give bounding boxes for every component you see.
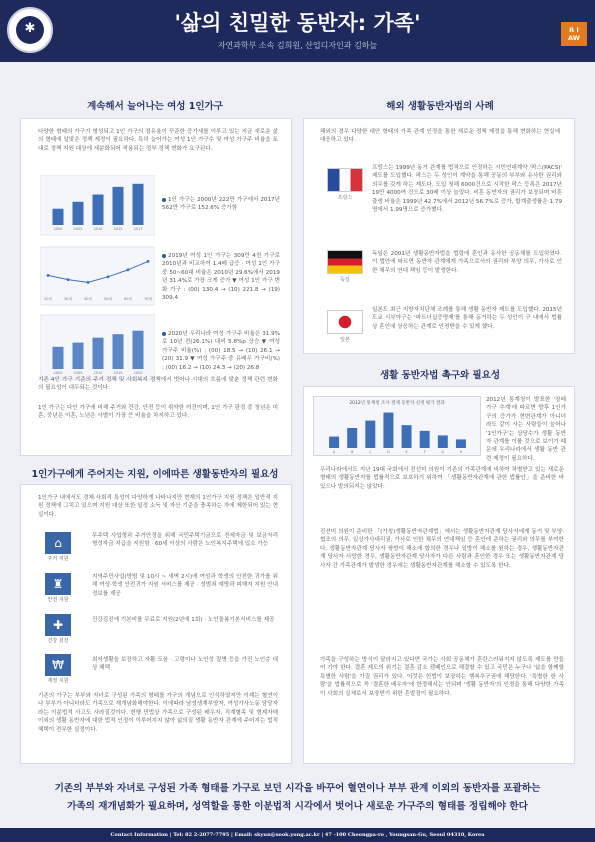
conclusion-line-1: 기존의 부부와 자녀로 구성된 가족 형태를 가구로 보던 시각을 바꾸어 혈연이나 부부 관계 이외의 동반자를 포괄하는: [54, 783, 541, 794]
section-intro-female-single: 다양한 형태의 가구가 형성되고 1인 가구의 점유율이 꾸준한 증가세를 이루고 있는 지금 새로운 삶의 형태에 알맞은 정책 제정이 필요하다. 특히 늘어가는 여성 1인 가구수 및 여성 가구주 비율을 토대로 정책 지원 대상에 세분화되어 적용되는 정부 정책 변화가 요구된다.: [38, 129, 278, 152]
germany-label: 독일: [340, 277, 350, 283]
contact-footer: Contact Information | Tel: 82 2-2077-7795 | Email: skyun@sook.yong.ac.kr | 47 -100 Cheongpa-ro , Youngsan-Gu, Seoul 04310, Korea: [0, 828, 595, 842]
paragraph-single-vulnerability: 1인 가구는 다인 가구에 비해 주거와 건강, 안전 등이 취약한 여건이며, 1인 가구 판정 중 청년은 미혼, 중년은 이혼, 노년은 사별이 가장 큰 비율을 차지하고 있다.: [38, 405, 278, 420]
chart1-bar-1: [73, 202, 84, 225]
chart4-bar-2: [365, 421, 375, 448]
chart4-tick-5: F: [423, 450, 426, 454]
germany-text: 독일은 2001년 생활동반자법을 법령에 혼인과 유사한 공동체를 도입하였다. 이 법안에 따르면 동반자 관계에게 가족으로서의 권리와 부양 의무, 가사로 인한 채무의 연대 책임 등이 발생한다.: [372, 251, 562, 274]
japan-flag-icon: [327, 310, 363, 334]
chart4-tick-7: H: [459, 450, 463, 454]
charts-female-single: [40, 175, 155, 385]
chart2-tick-1: 30대: [64, 297, 72, 301]
france-label: 프랑스: [337, 195, 353, 201]
chart2-tick-0: 20대: [44, 297, 52, 301]
health-checkup-label: 건강 검진: [47, 638, 69, 644]
chart2-point-0: [47, 274, 50, 277]
housing-support-text: 무주택 사업형과 주거안정을 위해 국민주택기금으로 전세자금 및 보금자리 형성자금 지급을 지원함 · 60세 이상의 사람은 노인복지주택에 입소 가능: [92, 533, 278, 548]
safety-support-icon: ♜: [45, 573, 71, 595]
chart4-bar-1: [347, 428, 357, 448]
chart1-bar-0: [53, 209, 64, 225]
chart2-tick-3: 50대: [104, 297, 112, 301]
bullet-female-head-ratio: 2020년 우리나라 여성 가구주 비율은 31.9%로 10년 전(26.1%) 대비 5.8%p 상승 ▼ 여성 가구주 비율(%) : (00) 18.5 → (10) 26.1 → (20) 31.9 ▼ 여성 가구주 중 유배우 가구비(%) : (00) 16.2 → (10) 24.3 → (20) 26.8: [162, 331, 280, 371]
housing-support-icon: ⌂: [45, 532, 71, 554]
chart2-tick-2: 40대: [84, 297, 92, 301]
chart2-frame: [40, 247, 155, 305]
chart3-tick-1: 2005: [73, 371, 83, 375]
chart4-tick-2: C: [369, 450, 372, 454]
chart1-tick-1: 2005: [73, 227, 83, 231]
chart4-title: 2012년 통계청 조사 결제 동반자 선정 평가 결과: [349, 401, 445, 406]
chart4-svg: [313, 396, 481, 456]
university-emblem-icon: ✱: [7, 7, 53, 53]
section-title-overseas: 해외 생활동반자법의 사례: [386, 101, 494, 112]
chart3-bar-1: [73, 343, 84, 369]
section-intro-overseas: 해외의 경우 다양한 대안 형태의 가족 관계 인정을 통한 새로운 정책 제정을 통해 변화하는 현실에 대응하고 있다.: [320, 129, 560, 144]
poster-title: '삶의 친밀한 동반자: 가족': [174, 11, 421, 35]
section-intro-support: 1인가구 내에서도 경제·사회적 특성이 다양하게 나타나지만 현재의 1인가구 지원 정책은 일반적 지원 정책에 그치고 있으며 지원 대상 또한 일정 소득 및 자산 기준을 충족하는 자에 제한되어 있는 현실이다.: [38, 495, 278, 518]
chart1-bar-2: [93, 195, 104, 225]
paragraph-policy-change: 기존 4인 가구 기준의 주거 정책 및 사회복지 정책에서 벗어나 시대의 흐름에 맞춘 정책 관련 변화의 필요성이 대두되는 것이다.: [38, 377, 278, 392]
chart2-point-1: [67, 278, 70, 281]
conclusion-line-2: 가족의 재개념화가 필요하며, 성역할을 통한 이분법적 시각에서 벗어나 새로운 가구주의 형태를 정립해야 한다: [67, 801, 528, 812]
chart3-bar-3: [113, 334, 124, 369]
poster-header: [0, 0, 595, 62]
chart4-bar-4: [402, 425, 412, 448]
institute-logo-icon: R I AW: [561, 22, 587, 46]
germany-flag-icon: [327, 250, 363, 274]
chart3-bar-0: [53, 347, 64, 369]
chart1-bar-4: [133, 184, 144, 225]
paragraph-necessity: 가족을 구성하는 방식이 달라지고 있다면 국가는 사회 공동체가 혼란스러워지지 않도록 제도를 만들어 가야 한다. 결혼 제도의 위기는 결혼 감소 캠페인으로 해결할 수 있고 국민은 누구나 '삶을 함께할 특별한 사람'을 가질 권리가 있다. 이것은 헌법이 보장하는 행복추구권에 해당한다. '특별한 한 사람'을 법률적으로 꼭 '결혼한 배우자'에 한정해서는 안되며 '생활 동반자'의 인정을 통해 다양한 가족이 사회의 실체로서 보장받기 위한 흔발점이 필요하다.: [320, 657, 564, 697]
chart1-tick-2: 2010: [93, 227, 103, 231]
financial-support-text: 최저생활을 보장하고 자활 도움 · 고령이나 노인성 질병 등을 가진 노인층 대상 혜택: [92, 657, 278, 672]
chart4-bar-3: [383, 413, 393, 448]
housing-support-label: 주거 지원: [47, 556, 69, 562]
chart4-bar-5: [420, 431, 430, 448]
chart2-point-3: [107, 275, 110, 278]
japan-text: 일본도 최근 지방자치단체 조례를 통해 생활 동반자 제도를 도입했다. 2015년 도쿄 시부야구는 '파트너십증명제'를 통해 동거하는 두 성인이 구 내에서 법률상 혼인에 상응하는 관계로 인정받을 수 있게 했다.: [372, 307, 562, 330]
chart4-bar-6: [438, 435, 448, 448]
chart4-side-text: 2012년 통계청이 발표한 '장래 가구 추계'에 따르면 향후 1인가구의 증가가 현변관계가 아니더라도 같이 사는 사람들이 늘어나 '1인가구'는 상당수가 생활 동반자 관계를 이룰 것으로 보이기 때문에 우리나라에서 생활 동반 관련 제정이 필요하다.: [486, 397, 566, 462]
chart2-tick-4: 60대: [124, 297, 132, 301]
chart4-tick-6: G: [441, 450, 445, 454]
bullet-female-single-2019: 2019년 여성 1인 가구는 309만 4천 가구로 2010년과 비교하여 1.4배 급증 · 여성 1인 가구 중 50~60대 비율은 2010년 29.6%에서 2019년 31.4%로 가장 크게 증가 ▼ 여성 1인 가구 변화 가구 : (00) 130.4 → (10) 221.8 → (19) 309.4: [162, 253, 280, 302]
chart1-tick-0: 2000: [53, 227, 63, 231]
section-title-female-single: 계속해서 늘어나는 여성 1인가구: [87, 101, 223, 112]
france-text: 프랑스는 1999년 동거 관계를 법적으로 인정하는 시민연대계약 '팍스(PACS)' 제도를 도입했다. 팍스는 두 성인이 계약을 통해 공동의 부부와 유사한 권리와 의무를 갖게 하는 제도다. 도입 첫해 6000건으로 시작한 팍스 등록은 2017년 19만 4000여 건으로 30배 이상 늘었다. 비혼 동반자의 권리가 보장되며 비혼 출생 비율은 1999년 42.7%에서 2012년 56.7%로 증가, 합계출생률은 1.79명에서 1.99명으로 증가했다.: [372, 165, 562, 214]
paragraph-korea-bill: 우리나라에서도 지난 19대 국회에서 진선미 의원이 기존의 가족관계에 비하여 차별받고 있는 새로운 형태의 생활동반자를 법률적으로 보호하기 위하여 「생활동반자관계에 관한 법률안」을 준비한 바 있으나 발의되지는 않았다.: [320, 467, 564, 490]
paragraph-bill-contents: 진선미 의원이 준비한 「(가칭)생활동반자관계법」에서는 생활동반자관계 당사자에게 동거 및 부양·협조의 의무, 일상가사대리권, 가사로 인한 채무의 연대책임 등 혼인에 준하는 권리와 의무를 부여한다. 생활동반자관계 당사자 쌍방이 해소에 합의한 경우나 일방이 해소를 원하는 경우, 생활동반자관계 당사자 사망한 경우, 생활동반자관계 당사자가 다른 사람과 혼인한 경우 또는 생활동반자관계 당사자 간 가족관계가 발생한 경우에는 생활동반자관계를 해소할 수 있도록 한다.: [320, 529, 564, 569]
chart1-bar-3: [113, 187, 124, 225]
bullet-single-household-growth: 1인 가구는 2000년 222만 가구에서 2017년 562만 가구로 152.6% 증가함: [162, 197, 280, 212]
health-checkup-icon: ✚: [45, 614, 71, 636]
chart1-tick-4: 2017: [133, 227, 143, 231]
chart4-bar-7: [456, 439, 466, 448]
japan-label: 일본: [340, 337, 350, 343]
section-title-partnership-law: 생활 동반자법 촉구와 필요성: [379, 370, 501, 381]
financial-support-icon: ₩: [45, 654, 71, 676]
chart4-bar-0: [329, 437, 339, 448]
chart3-tick-3: 2015: [113, 371, 123, 375]
health-checkup-text: 건강검진에 기본비를 무료로 지원(2년에 1회) · 노인돌봄기본서비스를 제공: [92, 617, 275, 623]
chart1-tick-3: 2015: [113, 227, 123, 231]
chart2-point-2: [87, 281, 90, 284]
chart3-tick-4: 2020: [133, 371, 143, 375]
chart2-point-4: [127, 268, 130, 271]
safety-support-text: 지역주민사업(방범 및 10시 ~ 새벽 2시)에 여성과 학생의 안전한 귀가를 위해 여성·학생 안전귀가 지원 서비스를 제공 · 성범죄 예방과 피해자 지원 안내 정보를 제공: [92, 574, 278, 597]
france-flag-icon: [327, 168, 363, 192]
chart2-point-5: [147, 260, 150, 263]
chart4-tick-4: E: [405, 450, 408, 454]
safety-support-label: 안전 지원: [47, 597, 69, 603]
chart4-tick-3: D: [387, 450, 390, 454]
chart4-tick-0: A: [332, 450, 336, 454]
section-title-support: 1인가구에게 주어지는 지원, 이에따른 생활동반자의 필요성: [31, 469, 279, 480]
chart3-tick-0: 2000: [53, 371, 63, 375]
chart2-tick-5: 70대: [144, 297, 152, 301]
chart3-bar-2: [93, 338, 104, 369]
chart3-bar-4: [133, 331, 144, 369]
chart3-tick-2: 2010: [93, 371, 103, 375]
chart4-tick-1: B: [350, 450, 354, 454]
financial-support-label: 재정 지원: [47, 678, 69, 684]
poster-authors: 자연과학부 소속 김희원, 산업디자인과 김하늘: [217, 41, 378, 50]
paragraph-family-redefinition: 기존의 가구는 부부와 자녀로 구성된 가족의 형태를 가구의 개념으로 인식하였지만 이제는 혈연이나 부부가 아니더라도 가족으로 재개념화해야한다. 이에따라 남성생계부양자, 여성가사노동 담당자 라는 이분법적 사고도 사라질것이다. 현행 민법상 가족으로 구성된 배우자, 직계혈족 및 형제자매 이외의 생활 동반자에 대한 법적 인정이 이루어지지 않아 삶의질 생활 동반자 관계에 주어지는 법적 혜택이 전무한 실정이다.: [38, 693, 278, 733]
